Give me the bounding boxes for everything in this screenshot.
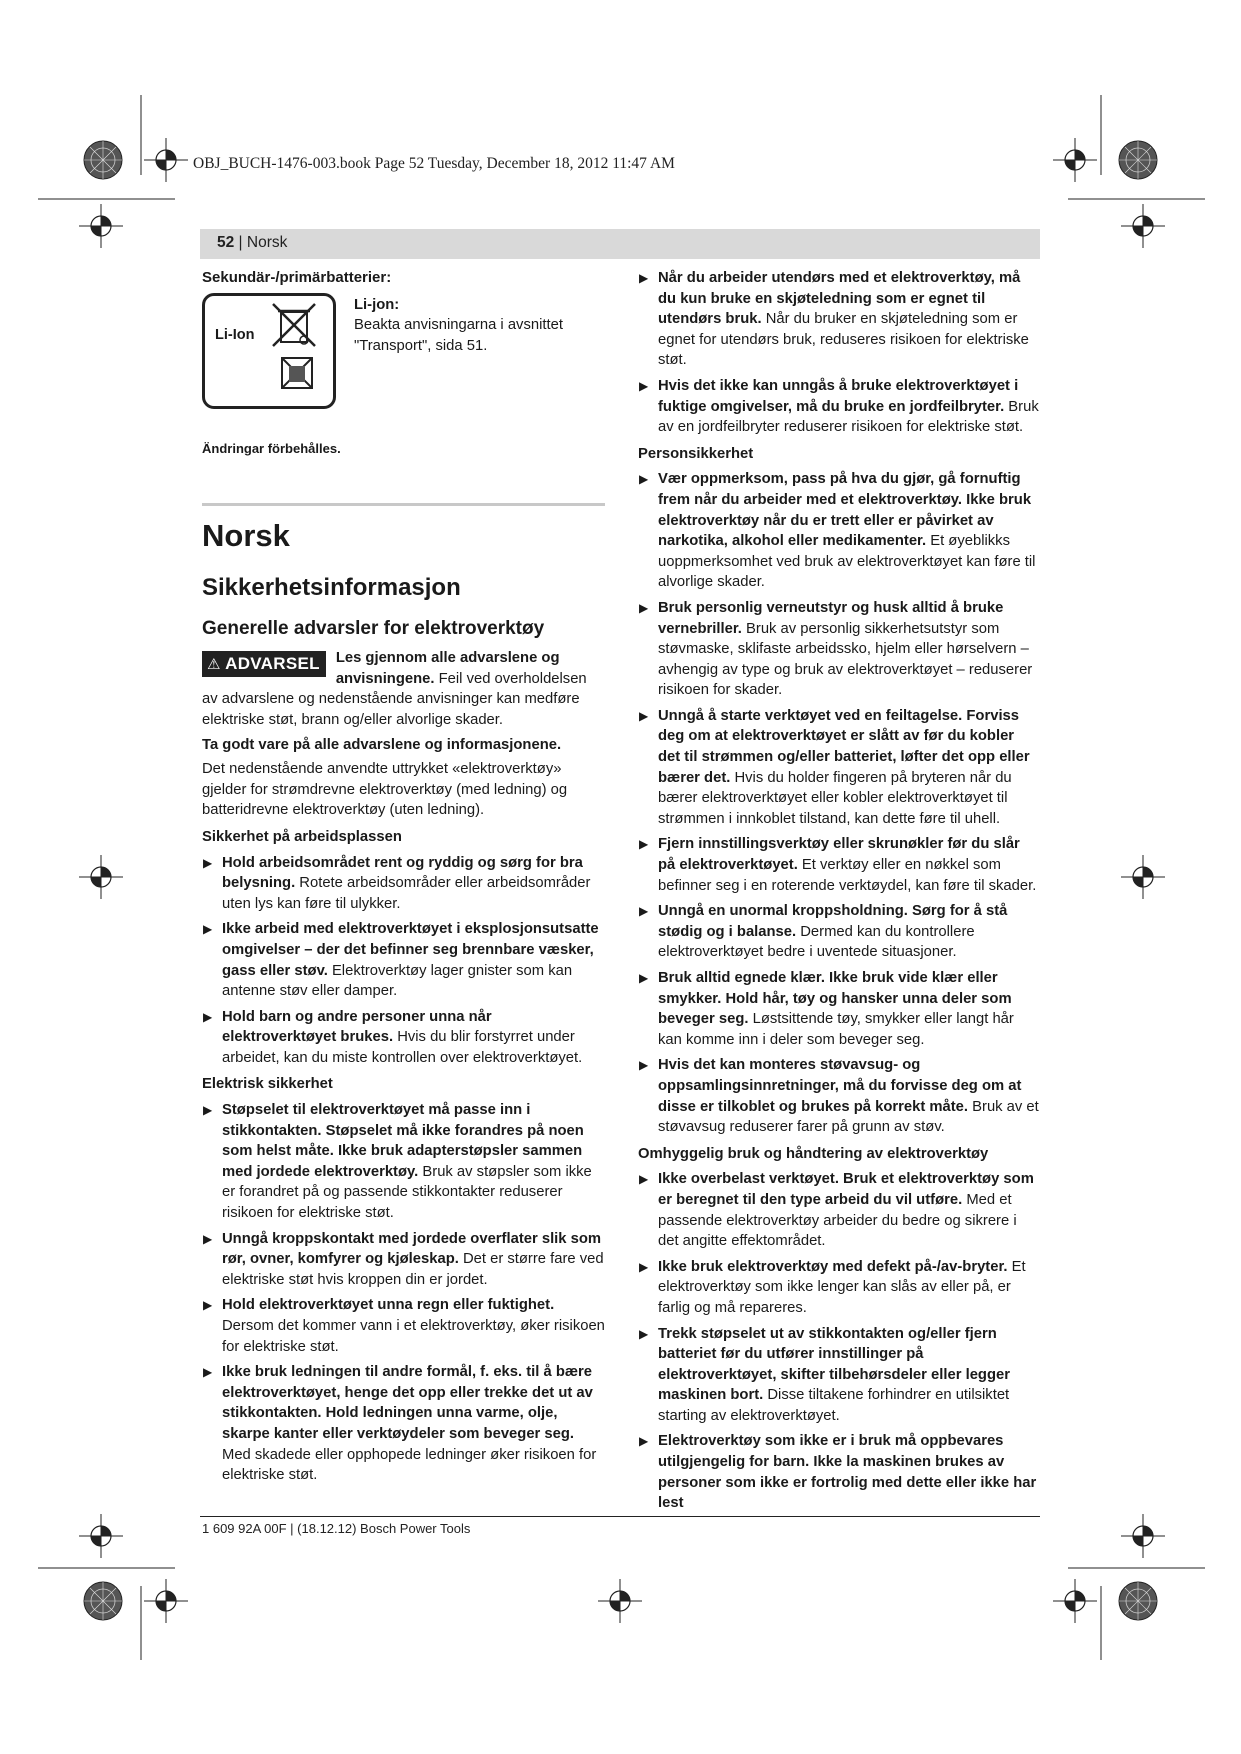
li-ion-recycling-logo (202, 293, 336, 409)
section-title: Norsk (202, 518, 290, 554)
warning-bold: Les gjennom alle advarslene og anvisningene. (335, 650, 560, 687)
warning-triangle-icon: ⚠ (207, 656, 221, 674)
list-item: ▶ Vær oppmerksom, pass på hva du gjør, gå fornuftig frem når du arbeider med et elektroverktøy. Ikke bruk elektroverktøy når du er trett eller er påvirket av narkotika, alkohol eller medikamenter. Et øyeblikks uoppmerksomhet ved bruk av elektroverktøyet kan føre til alvorlige skader. (639, 471, 1036, 591)
li-ion-info (354, 295, 605, 357)
bullet-arrow-icon: ▶ (203, 1298, 213, 1313)
keep-note: Ta godt vare på alle advarslene og informasjonene. (202, 736, 562, 753)
bullet-arrow-icon: ▶ (203, 855, 213, 870)
general-warnings-title: Generelle advarsler for elektroverktøy (202, 618, 545, 640)
handling-heading: Omhyggelig bruk og håndtering av elektroverktøy (638, 1145, 989, 1162)
registration-wheel-bottom-left (84, 1582, 122, 1620)
header-separator: | (234, 234, 247, 251)
page-number: 52 (217, 234, 235, 251)
bullet-arrow-icon: ▶ (639, 1172, 649, 1187)
bullet-arrow-icon: ▶ (203, 1365, 213, 1380)
changes-note: Ändringar förbehålles. (202, 440, 341, 456)
page-footer: 1 609 92A 00F | (18.12.12) Bosch Power Tools (202, 1521, 471, 1536)
list-item: ▶ Unngå kroppskontakt med jordede overflater slik som rør, ovner, komfyrer og kjøleskap. Det er større fare ved elektriske støt hvis kroppen din er jordet. (203, 1230, 604, 1288)
bullet-arrow-icon: ▶ (639, 600, 649, 615)
bullet-arrow-icon: ▶ (639, 271, 649, 285)
list-item: ▶ Når du arbeider utendørs med et elektroverktøy, må du kun bruke en skjøteledning som er egnet til utendørs bruk. Når du bruker en skjøteledning som er egnet for utendørs bruk, reduseres risikoen for elektriske støt. (639, 270, 1029, 369)
bullet-arrow-icon: ▶ (639, 971, 649, 985)
list-item: ▶ Trekk støpselet ut av stikkontakten og/eller fjern batteriet før du utfører innstillinger på elektroverktøyet, skifter tilbehørsdeler eller legger maskinen bort. Disse tiltakene forhindrer en utilsiktet starting av elektroverktøyet. (639, 1325, 1010, 1424)
bullet-arrow-icon: ▶ (639, 472, 649, 487)
warning-paragraph (202, 648, 605, 730)
bullet-arrow-icon: ▶ (203, 922, 213, 937)
bullet-arrow-icon: ▶ (639, 1434, 649, 1449)
list-item: ▶ Unngå en unormal kroppsholdning. Sørg for å stå stødig og i balanse. Dermed kan du kontrollere elektroverktøyet bedre i uventede situasjoner. (639, 903, 1008, 961)
list-item: ▶ Hold barn og andre personer unna når elektroverktøyet brukes. Hvis du blir forstyrret under arbeidet, kan du miste kontrollen over elektroverktøyet. (203, 1008, 583, 1066)
bullet-arrow-icon: ▶ (639, 1259, 649, 1274)
list-item: ▶ Ikke bruk elektroverktøy med defekt på-/av-bryter. Et elektroverktøy som ikke lenger kan slås av eller på, er farlig og må repareres. (639, 1258, 1026, 1316)
bullet-arrow-icon: ▶ (639, 378, 649, 393)
bullet-arrow-icon: ▶ (639, 904, 649, 919)
registration-wheel-top-left (84, 141, 122, 179)
registration-wheel-top-right (1119, 141, 1157, 179)
left-column (202, 268, 605, 1486)
warning-badge (202, 651, 326, 677)
bullet-arrow-icon: ▶ (203, 1231, 213, 1246)
registration-wheel-bottom-right (1119, 1582, 1157, 1620)
list-item: ▶ Bruk personlig verneutstyr og husk alltid å bruke vernebriller. Bruk av personlig sikkerhetsutstyr som støvmaske, sklifaste arbeidssko, hjelm eller hørselvern – avhengig av type og bruk av elektroverktøyet – reduserer risikoen for skader. (639, 599, 1033, 699)
header-language: Norsk (246, 234, 288, 251)
bullet-arrow-icon: ▶ (639, 1058, 649, 1073)
list-item: ▶ Hvis det ikke kan unngås å bruke elektroverktøyet i fuktige omgivelser, må du bruke en jordfeilbryter. Bruk av en jordfeilbryter reduserer risikoen for elektriske støt. (639, 377, 1039, 436)
print-info: OBJ_BUCH-1476-003.book Page 52 Tuesday, December 18, 2012 11:47 AM (193, 155, 675, 172)
li-ion-text: Beakta anvisningarna i avsnittet "Transport", sida 51. (354, 317, 563, 354)
right-column (638, 268, 1040, 1514)
work-area-heading: Sikkerhet på arbeidsplassen (202, 828, 402, 845)
page-header (217, 234, 287, 252)
header-band (200, 229, 1040, 259)
list-item: ▶ Fjern innstillingsverktøy eller skrunøkler før du slår på elektroverktøyet. Et verktøy eller en nøkkel som befinner seg i en roterende verktøydel, kan føre til skader. (639, 836, 1037, 894)
battery-heading: Sekundär-/primärbatterier: (202, 269, 392, 286)
list-item: ▶ Støpselet til elektroverktøyet må passe inn i stikkontakten. Støpselet må ikke forandres på noen som helst måte. Ikke bruk adapterstøpsler sammen med jordede elektroverktøy. Bruk av støpsler som ikke er forandret på og passende stikkontakter reduserer risikoen for elektriske støt. (203, 1102, 592, 1222)
list-item: ▶ Elektroverktøy som ikke er i bruk må oppbevares utilgjengelig for barn. Ikke la maskinen brukes av personer som ikke er fortrolig med dette eller ikke har lest (639, 1433, 1037, 1512)
bullet-arrow-icon: ▶ (639, 837, 649, 852)
list-item: ▶ Ikke arbeid med elektroverktøyet i eksplosjonsutsatte omgivelser – der det befinner seg brennbare væsker, gass eller støv. Elektroverktøy lager gnister som kan antenne støv eller damper. (203, 921, 599, 1000)
personal-safety-heading: Personsikkerhet (638, 445, 754, 462)
bullet-arrow-icon: ▶ (203, 1103, 213, 1118)
list-item: ▶ Hold arbeidsområdet rent og ryddig og sørg for bra belysning. Rotete arbeidsområder eller arbeidsområder uten lys kan føre til ulykker. (203, 854, 591, 912)
bullet-arrow-icon: ▶ (203, 1009, 213, 1024)
crossed-bin-icon (269, 300, 329, 400)
li-ion-title: Li-jon: (354, 296, 400, 313)
warning-text: Feil ved overholdelsen av advarslene og nedenstående anvisninger kan medføre elektriske støt, brann og/eller alvorlige skader. (202, 670, 587, 728)
list-item: ▶ Ikke overbelast verktøyet. Bruk et elektroverktøy som er beregnet til den type arbeid du vil utføre. Med et passende elektroverktøy arbeider du bedre og sikrere i det angitte effektområdet. (639, 1171, 1034, 1250)
list-item: ▶ Hvis det kan monteres støvavsug- og oppsamlingsinnretninger, må du forvisse deg om at disse er tilkoblet og brukes på korrekt måte. Bruk av et støvavsug reduserer farer på grunn av støv. (639, 1057, 1039, 1136)
list-item: ▶ Bruk alltid egnede klær. Ikke bruk vide klær eller smykker. Hold hår, tøy og hansker unna deler som beveger seg. Løstsittende tøy, smykker eller langt hår kan komme inn i deler som beveger seg. (639, 970, 1014, 1048)
bullet-arrow-icon: ▶ (639, 708, 649, 723)
list-item: ▶ Ikke bruk ledningen til andre formål, f. eks. til å bære elektroverktøyet, henge det opp eller trekke det ut av stikkontakten. Hold ledningen unna varme, olje, skarpe kanter eller verktøydeler som beveger seg. Med skadede eller opphopede ledninger øker risikoen for elektriske støt. (203, 1364, 597, 1484)
electrical-heading: Elektrisk sikkerhet (202, 1076, 333, 1093)
warning-badge-label: ADVARSEL (225, 654, 320, 674)
list-item: ▶ Hold elektroverktøyet unna regn eller fuktighet. Dersom det kommer vann i et elektroverktøy, øker risikoen for elektriske støt. (203, 1297, 605, 1355)
safety-title: Sikkerhetsinformasjon (202, 574, 461, 602)
list-item: ▶ Unngå å starte verktøyet ved en feiltagelse. Forviss deg om at elektroverktøyet er slått av før du kobler det til strømmen og/eller batteriet, løfter det opp eller bærer det. Hvis du holder fingeren på bryteren når du bærer elektroverktøyet eller kobler elektroverktøyet til strømmen i innkoblet tilstand, kan dette føre til uhell. (639, 707, 1030, 827)
footer-rule (200, 1516, 1040, 1517)
section-divider (202, 503, 605, 506)
bullet-arrow-icon: ▶ (639, 1326, 649, 1341)
li-ion-block (202, 293, 605, 409)
li-ion-logo-text: Li-Ion (215, 326, 255, 343)
definition-text: Det nedenstående anvendte uttrykket «elektroverktøy» gjelder for strømdrevne elektroverktøy (med ledning) og batteridrevne elektroverktøy (uten ledning). (202, 761, 568, 819)
